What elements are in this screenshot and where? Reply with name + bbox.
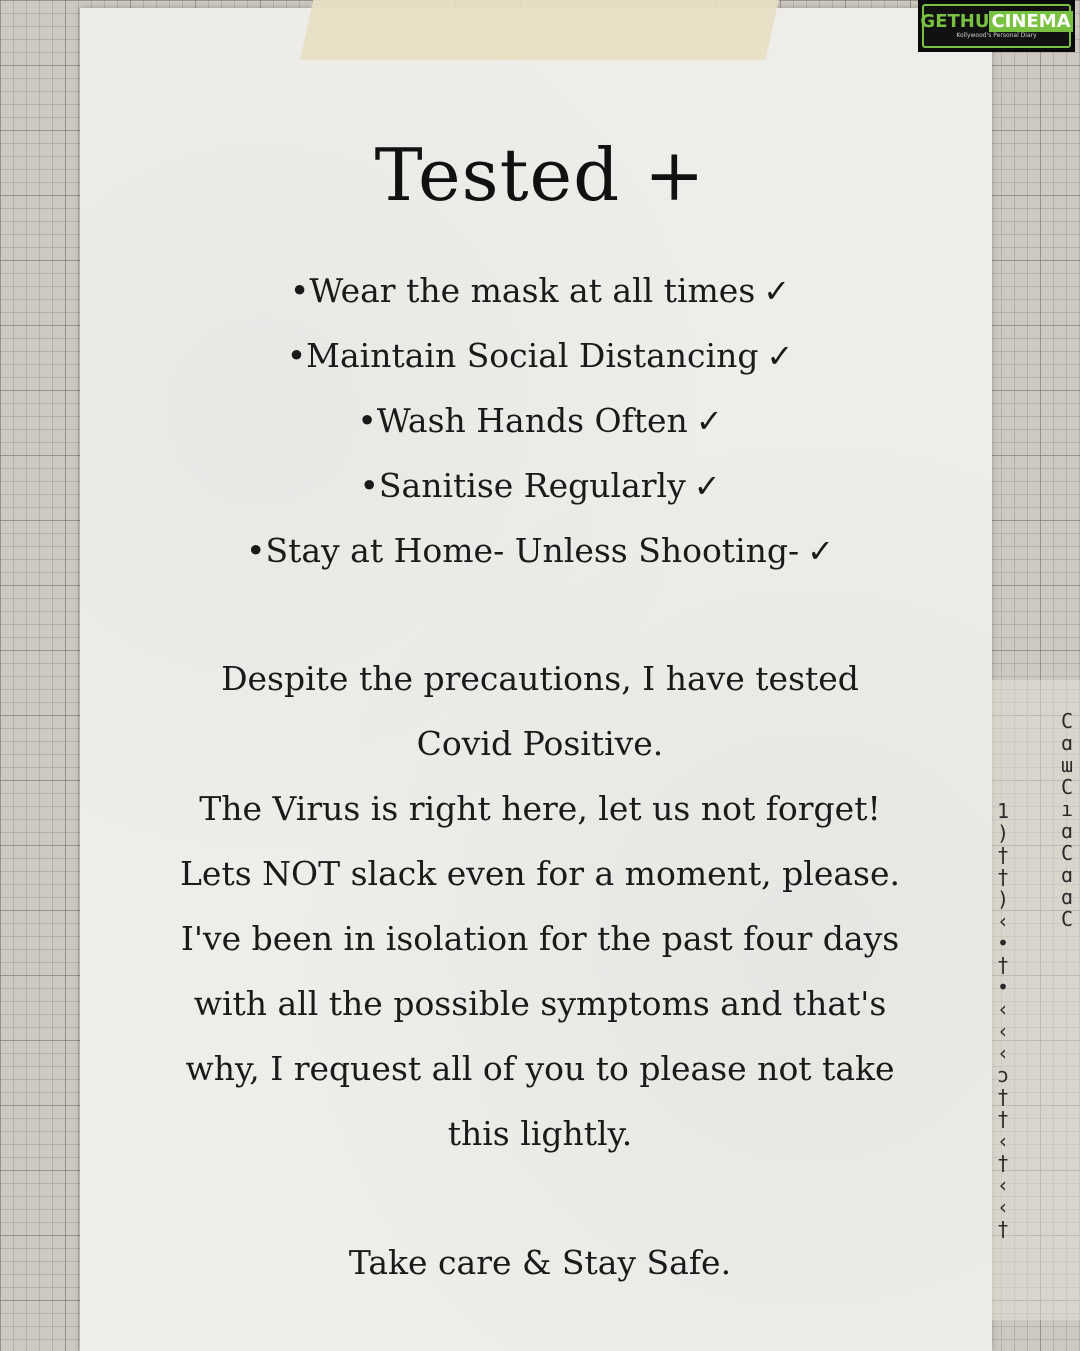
checklist-item	[80, 453, 1000, 518]
logo-name-part2: CINEMA	[991, 11, 1071, 32]
signoff-text: Take care & Stay Safe.	[348, 1243, 732, 1282]
checklist-item-text: •Maintain Social Distancing	[286, 336, 759, 375]
message-line: Covid Positive.	[416, 724, 664, 763]
checkmark-icon: ✓	[807, 532, 834, 570]
message-body	[80, 646, 1000, 1166]
message-line: The Virus is right here, let us not forget!	[199, 789, 881, 828]
message-line: with all the possible symptoms and that's	[193, 984, 887, 1023]
logo-tagline: Kollywood's Personal Diary	[956, 32, 1037, 39]
watermark-logo	[918, 0, 1075, 52]
checklist-item-text: •Wash Hands Often	[357, 401, 688, 440]
checkmark-icon: ✓	[763, 272, 791, 310]
checklist-item-text: •Stay at Home- Unless Shooting-	[246, 531, 800, 570]
note-title: Tested +	[374, 133, 706, 217]
logo-name-part1: GETHU	[920, 11, 990, 32]
checkmark-icon: ✓	[695, 402, 723, 440]
masking-tape	[300, 0, 780, 60]
checkmark-icon: ✓	[766, 337, 794, 375]
checkmark-icon: ✓	[693, 467, 721, 505]
checklist-item	[80, 388, 1000, 453]
message-line: Despite the precautions, I have tested	[221, 659, 859, 698]
message-line: I've been in isolation for the past four days	[180, 919, 900, 958]
checklist-item	[80, 518, 1000, 583]
checklist-item	[80, 258, 1000, 323]
background-scrap-paper	[992, 680, 1080, 1320]
checklist-item	[80, 323, 1000, 388]
message-line: Lets NOT slack even for a moment, please.	[180, 854, 900, 893]
message-line: this lightly.	[447, 1114, 633, 1153]
checklist-item-text: •Sanitise Regularly	[359, 466, 686, 505]
checklist-item-text: •Wear the mask at all times	[289, 271, 756, 310]
scrap-typed-text: C ɑ ɯ C ı ɑ C ɑ ɑ C	[1060, 709, 1074, 931]
precautions-checklist	[80, 258, 1000, 583]
scrap-typed-text: 1 ) † † ) ‹ • † • ‹ ‹ ‹ ɔ † † ‹ † ‹ ‹ †	[996, 799, 1010, 1241]
message-line: why, I request all of you to please not take	[185, 1049, 895, 1088]
